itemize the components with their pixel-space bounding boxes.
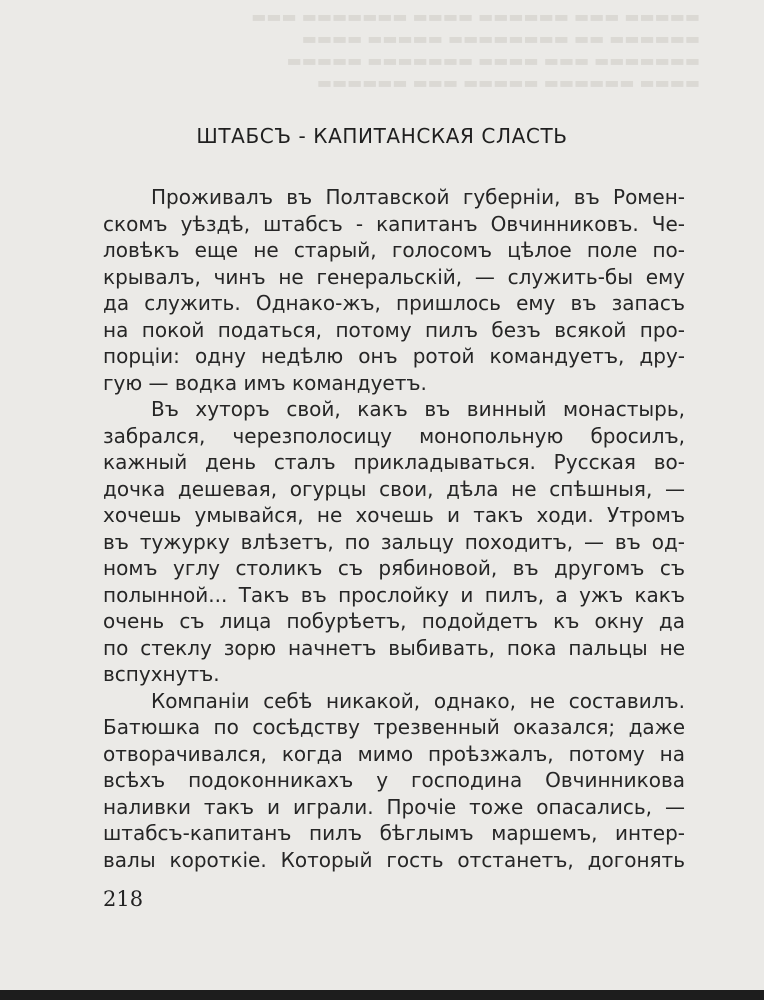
text-line: полынной... Такъ въ прослойку и пилъ, а ужъ какъ	[103, 582, 685, 607]
text-line: по стеклу зорю начнетъ выбивать, пока пальцы не	[103, 635, 685, 660]
text-line: на покой податься, потому пилъ безъ всякой про-	[103, 317, 685, 342]
text-line: отворачивался, когда мимо проѣзжалъ, потому на	[103, 741, 685, 766]
page-number: 218	[103, 887, 144, 911]
text-line: вспухнутъ.	[103, 662, 220, 686]
text-line: Компаніи себѣ никакой, однако, не составилъ.	[151, 688, 685, 713]
text-line: дочка дешевая, огурцы свои, дѣла не спѣшныя, —	[103, 476, 685, 501]
text-line: ловѣкъ еще не старый, голосомъ цѣлое поле по-	[103, 238, 685, 262]
text-line: наливки такъ и играли. Прочіе тоже опасались, —	[103, 794, 685, 819]
bleed-through-texture: ▬▬▬▬▬ ▬▬▬ ▬▬▬▬▬▬ ▬▬▬▬ ▬▬▬▬▬▬▬ ▬▬▬ ▬▬▬▬▬▬ ▬▬ ▬▬▬▬▬▬▬▬ ▬▬▬▬▬ ▬▬▬▬ ▬▬▬▬▬▬▬ ▬▬▬ ▬▬▬▬ ▬▬▬▬▬▬▬ ▬▬▬▬▬ ▬▬▬▬ ▬▬▬▬▬▬ ▬▬▬▬▬ ▬▬▬ ▬▬▬▬▬▬	[251, 7, 700, 92]
text-line: гую — водка имъ командуетъ.	[103, 370, 427, 395]
text-line: всѣхъ подоконникахъ у господина Овчинникова	[103, 768, 685, 792]
bottom-edge-bar	[0, 990, 764, 1000]
text-line: хочешь умывайся, не хочешь и такъ ходи. Утромъ	[103, 503, 685, 527]
chapter-title: ШТАБСЪ - КАПИТАНСКАЯ СЛАСТЬ	[196, 124, 568, 148]
text-line: скомъ уѣздѣ, штабсъ - капитанъ Овчинниковъ. Че-	[103, 211, 685, 236]
text-line: Батюшка по сосѣдству трезвенный оказался; даже	[103, 715, 685, 739]
text-line: забрался, черезполосицу монопольную бросилъ,	[103, 423, 685, 448]
text-line: да служить. Однако-жъ, пришлось ему въ запасъ	[103, 291, 685, 315]
text-line: Въ хуторъ свой, какъ въ винный монастырь,	[151, 397, 685, 421]
text-line: номъ углу столикъ съ рябиновой, въ другомъ съ	[103, 556, 685, 580]
text-line: крывалъ, чинъ не генеральскій, — служить-бы ему	[103, 264, 685, 289]
text-line: штабсъ-капитанъ пилъ бѣглымъ маршемъ, интер-	[103, 821, 685, 845]
text-line: порціи: одну недѣлю онъ ротой командуетъ, дру-	[103, 344, 685, 368]
text-line: Проживалъ въ Полтавской губерніи, въ Ромен-	[151, 185, 685, 209]
text-line: очень съ лица побурѣетъ, подойдетъ къ окну да	[103, 609, 685, 633]
body-text	[103, 184, 685, 873]
text-line: валы короткіе. Который гость отстанетъ, догонять	[103, 847, 685, 872]
text-line: въ тужурку влѣзетъ, по зальцу походитъ, — въ од-	[103, 529, 685, 554]
text-line: кажный день сталъ прикладываться. Русская во-	[103, 450, 685, 474]
